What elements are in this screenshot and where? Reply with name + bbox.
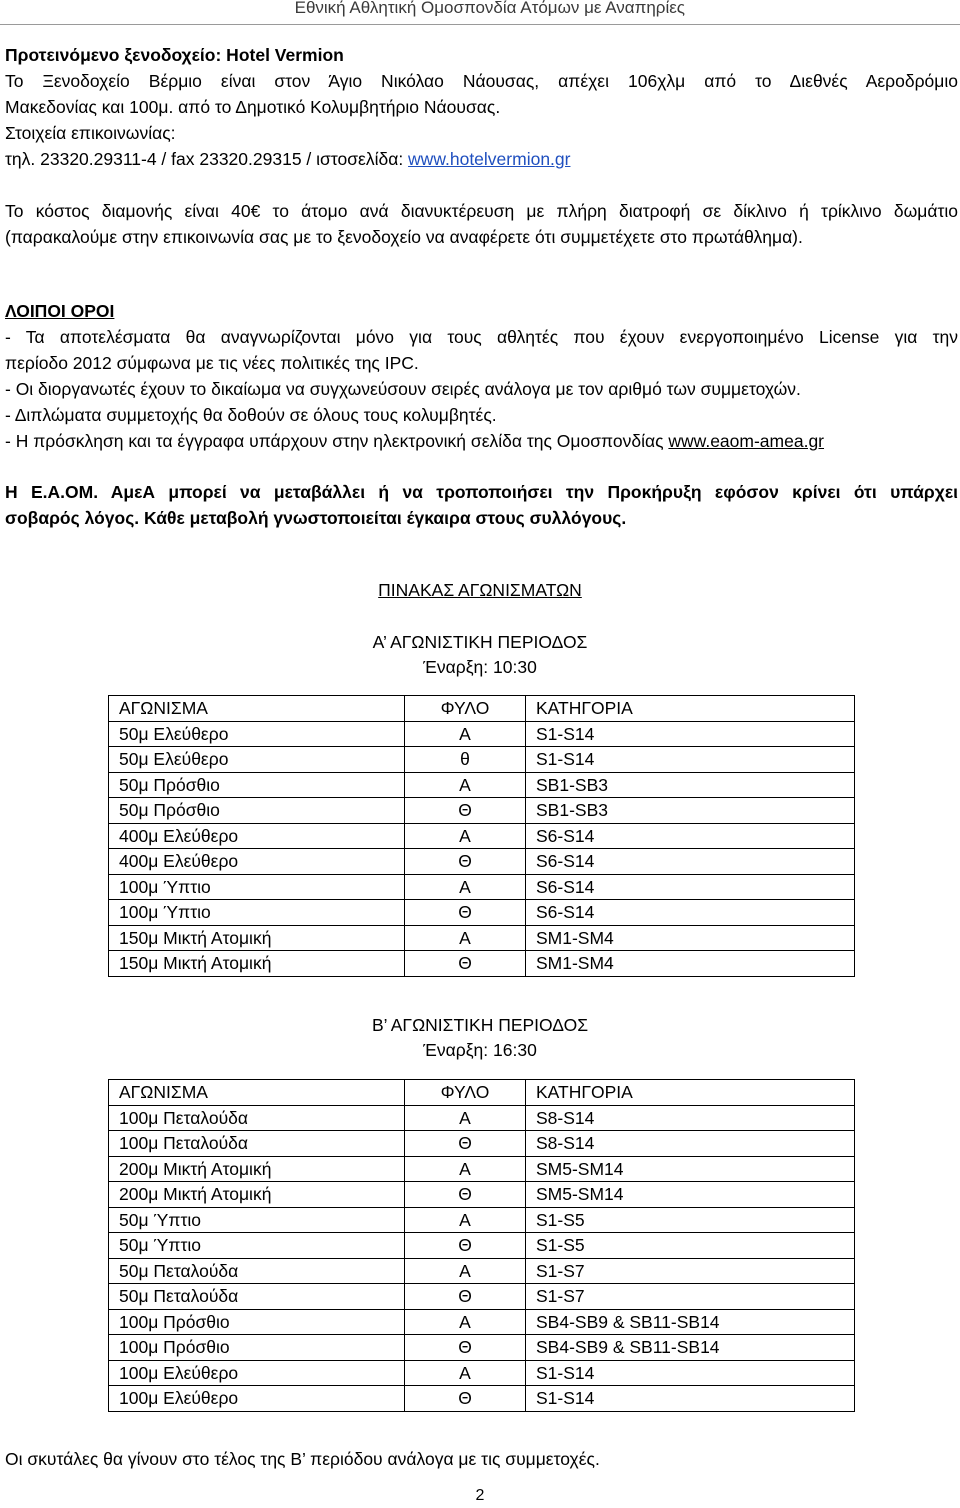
category-cell: SM1-SM4 [526,951,855,977]
table-row [109,1182,855,1208]
terms-item-3: - Διπλώματα συμμετοχής θα δοθούν σε όλους τους κολυμβητές. [5,405,497,425]
event-cell: 50μ Πρόσθιο [109,772,405,798]
period-b-table [108,1079,855,1412]
hotel-contact-text: τηλ. 23320.29311-4 / fax 23320.29315 / ιστοσελίδα: [5,149,409,169]
table-row [109,798,855,824]
category-cell: S1-S14 [526,747,855,773]
table-row [109,721,855,747]
period-a-title: Α’ ΑΓΩΝΙΣΤΙΚΗ ΠΕΡΙΟΔΟΣ [372,632,588,652]
terms-item-4-text: - Η πρόσκληση και τα έγγραφα υπάρχουν στην ηλεκτρονική σελίδα της Ομοσπονδίας [5,431,669,451]
period-b-start: Έναρξη: 16:30 [423,1040,537,1060]
table-header-cell: ΦΥΛΟ [405,1080,526,1106]
gender-cell: Α [405,1105,526,1131]
gender-cell: Θ [405,798,526,824]
category-cell: S1-S14 [526,721,855,747]
gender-cell: Α [405,1207,526,1233]
table-header-cell: ΚΑΤΗΓΟΡΙΑ [526,696,855,722]
gender-cell: Θ [405,1335,526,1361]
hotel-line-1: Το Ξενοδοχείο Βέρμιο είναι στον Άγιο Νικόλαο Νάουσας, απέχει 106χλμ από το Διεθνές Αεροδρόμιο [5,71,958,91]
category-cell: SM5-SM14 [526,1182,855,1208]
hotel-contact-label: Στοιχεία επικοινωνίας: [5,123,176,143]
table-row [109,874,855,900]
terms-item-2: - Οι διοργανωτές έχουν το δικαίωμα να συγχωνεύσουν σειρές ανάλογα με τον αριθμό των συμμετοχών. [5,379,801,399]
event-cell: 150μ Μικτή Ατομική [109,925,405,951]
table-row [109,1105,855,1131]
category-cell: S8-S14 [526,1131,855,1157]
table-header-cell: ΦΥΛΟ [405,696,526,722]
event-cell: 100μ Ελεύθερο [109,1360,405,1386]
gender-cell: Θ [405,849,526,875]
category-cell: S1-S7 [526,1284,855,1310]
event-cell: 50μ Ελεύθερο [109,747,405,773]
table-row [109,1207,855,1233]
table-row [109,900,855,926]
cost-line-2: (παρακαλούμε στην επικοινωνία σας με το ξενοδοχείο να αναφέρετε ότι συμμετέχετε στο πρωτάθλημα). [5,227,803,247]
period-a-table [108,695,855,977]
category-cell: SM1-SM4 [526,925,855,951]
federation-website-link[interactable]: www.eaom-amea.gr [668,431,825,451]
table-row [109,1386,855,1412]
table-row [109,951,855,977]
table-row [109,1131,855,1157]
event-cell: 100μ Πρόσθιο [109,1309,405,1335]
category-cell: S8-S14 [526,1105,855,1131]
gender-cell: Α [405,874,526,900]
notice-line-1: Η Ε.Α.ΟΜ. ΑμεΑ μπορεί να μεταβάλλει ή να τροποποιήσει την Προκήρυξη εφόσον κρίνει ότι υπάρχει [5,482,958,502]
period-b-title: Β’ ΑΓΩΝΙΣΤΙΚΗ ΠΕΡΙΟΔΟΣ [371,1015,589,1035]
schedule-title: ΠΙΝΑΚΑΣ ΑΓΩΝΙΣΜΑΤΩΝ [378,580,582,600]
gender-cell: Θ [405,1182,526,1208]
table-row [109,1258,855,1284]
gender-cell: Θ [405,1284,526,1310]
period-a-start: Έναρξη: 10:30 [423,657,537,677]
gender-cell: Θ [405,1131,526,1157]
hotel-line-2: Μακεδονίας και 100μ. από το Δημοτικό Κολυμβητήριο Νάουσας. [5,97,501,117]
page-number: 2 [475,1487,485,1504]
gender-cell: Θ [405,1233,526,1259]
notice-line-2: σοβαρός λόγος. Κάθε μεταβολή γνωστοποιείται έγκαιρα στους συλλόγους. [5,508,627,528]
category-cell: SB1-SB3 [526,772,855,798]
event-cell: 50μ Ύπτιο [109,1207,405,1233]
header-rule [0,24,960,25]
table-row [109,925,855,951]
header-organization: Εθνική Αθλητική Ομοσπονδία Ατόμων με Αναπηρίες [294,0,685,17]
event-cell: 50μ Πεταλούδα [109,1258,405,1284]
terms-item-1-line-2: περίοδο 2012 σύμφωνα με τις νέες πολιτικές της IPC. [5,353,419,373]
category-cell: S1-S14 [526,1386,855,1412]
event-cell: 100μ Πεταλούδα [109,1105,405,1131]
hotel-website-link[interactable]: www.hotelvermion.gr [408,149,571,169]
event-cell: 50μ Πρόσθιο [109,798,405,824]
category-cell: S1-S5 [526,1233,855,1259]
table-header-row [109,1080,855,1106]
table-row [109,1360,855,1386]
event-cell: 50μ Ελεύθερο [109,721,405,747]
gender-cell: Θ [405,1386,526,1412]
table-row [109,1233,855,1259]
category-cell: SM5-SM14 [526,1156,855,1182]
category-cell: S1-S7 [526,1258,855,1284]
event-cell: 400μ Ελεύθερο [109,823,405,849]
event-cell: 150μ Μικτή Ατομική [109,951,405,977]
gender-cell: Θ [405,951,526,977]
event-cell: 100μ Πεταλούδα [109,1131,405,1157]
event-cell: 100μ Πρόσθιο [109,1335,405,1361]
hotel-contact [5,146,958,173]
table-row [109,849,855,875]
cost-line-1: Το κόστος διαμονής είναι 40€ το άτομο ανά διανυκτέρευση με πλήρη διατροφή σε δίκλινο ή τρίκλινο δωμάτιο [5,201,958,221]
gender-cell: Α [405,721,526,747]
table-header-row [109,696,855,722]
hotel-title: Προτεινόμενο ξενοδοχείο: Hotel Vermion [5,45,344,65]
relays-note: Οι σκυτάλες θα γίνουν στο τέλος της Β’ περιόδου ανάλογα με τις συμμετοχές. [5,1449,600,1469]
gender-cell: Α [405,823,526,849]
gender-cell: Α [405,1360,526,1386]
gender-cell: Α [405,1309,526,1335]
gender-cell: Α [405,1258,526,1284]
table-row [109,1335,855,1361]
table-row [109,1284,855,1310]
event-cell: 200μ Μικτή Ατομική [109,1156,405,1182]
category-cell: S6-S14 [526,900,855,926]
event-cell: 100μ Ύπτιο [109,900,405,926]
category-cell: S6-S14 [526,874,855,900]
table-row [109,823,855,849]
event-cell: 100μ Ελεύθερο [109,1386,405,1412]
terms-heading: ΛΟΙΠΟΙ ΟΡΟΙ [5,301,115,321]
gender-cell: Α [405,1156,526,1182]
gender-cell: Θ [405,900,526,926]
category-cell: SB1-SB3 [526,798,855,824]
event-cell: 200μ Μικτή Ατομική [109,1182,405,1208]
table-header-cell: ΑΓΩΝΙΣΜΑ [109,696,405,722]
event-cell: 50μ Πεταλούδα [109,1284,405,1310]
category-cell: S1-S5 [526,1207,855,1233]
event-cell: 50μ Ύπτιο [109,1233,405,1259]
gender-cell: Α [405,772,526,798]
table-row [109,1156,855,1182]
category-cell: SB4-SB9 & SB11-SB14 [526,1309,855,1335]
gender-cell: θ [405,747,526,773]
category-cell: S1-S14 [526,1360,855,1386]
table-row [109,1309,855,1335]
terms-item-4 [5,428,958,455]
table-header-cell: ΚΑΤΗΓΟΡΙΑ [526,1080,855,1106]
category-cell: SB4-SB9 & SB11-SB14 [526,1335,855,1361]
table-row [109,772,855,798]
table-row [109,747,855,773]
terms-item-1-line-1: - Τα αποτελέσματα θα αναγνωρίζονται μόνο για τους αθλητές που έχουν ενεργοποιημένο License για την [5,327,958,347]
gender-cell: Α [405,925,526,951]
event-cell: 100μ Ύπτιο [109,874,405,900]
category-cell: S6-S14 [526,849,855,875]
table-header-cell: ΑΓΩΝΙΣΜΑ [109,1080,405,1106]
category-cell: S6-S14 [526,823,855,849]
event-cell: 400μ Ελεύθερο [109,849,405,875]
